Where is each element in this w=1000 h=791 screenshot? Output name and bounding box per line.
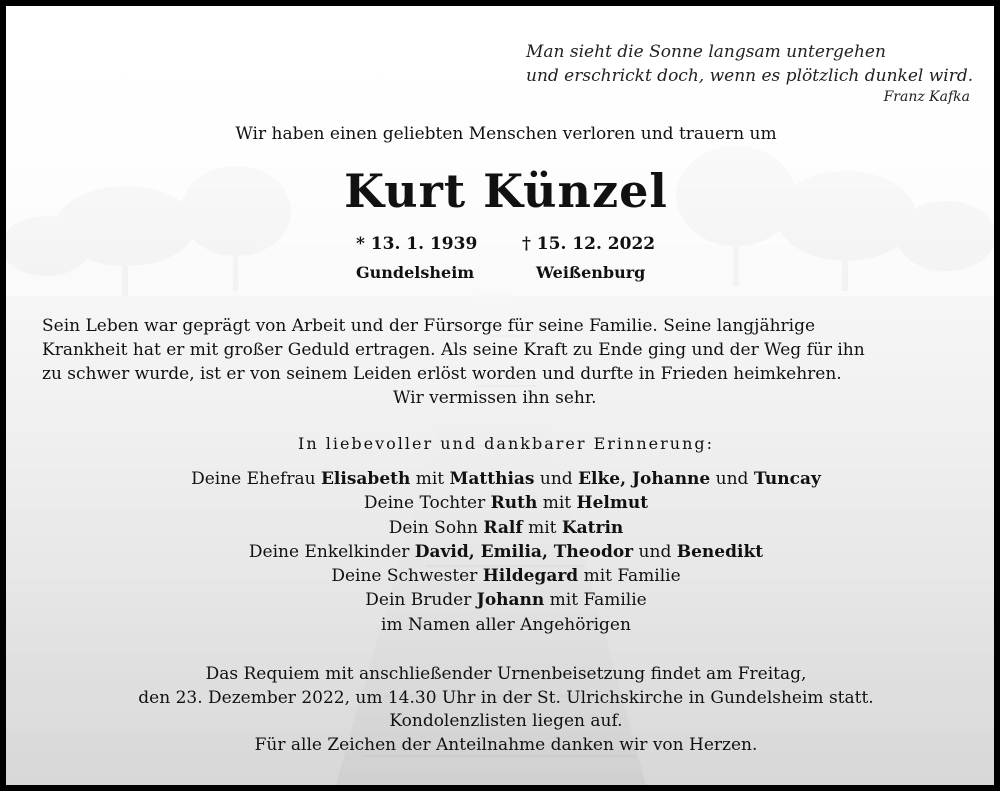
family-name: Johann <box>476 590 545 611</box>
life-text-line: Sein Leben war geprägt von Arbeit und der Fürsorge für seine Familie. Seine langjährige <box>42 316 816 336</box>
relation-label: Deine Ehefrau <box>191 469 316 489</box>
family-name: Elke, Johanne <box>578 469 711 489</box>
quote-author: Franz Kafka <box>883 89 970 105</box>
service-line: Das Requiem mit anschließender Urnenbeisetzung findet am Freitag, <box>205 664 807 684</box>
service-line: den 23. Dezember 2022, um 14.30 Uhr in der St. Ulrichskirche in Gundelsheim statt. <box>138 687 874 708</box>
family-name: Katrin <box>561 517 624 538</box>
connector: mit <box>415 469 445 489</box>
connector: und <box>539 469 573 489</box>
quote-line: und erschrickt doch, wenn es plötzlich dunkel wird. <box>526 66 974 86</box>
family-name: David, Emilia, Theodor <box>414 541 634 562</box>
kafka-quote <box>526 40 976 106</box>
memory-line: In liebevoller und dankbarer Erinnerung: <box>298 434 714 453</box>
family-name: Helmut <box>576 493 649 514</box>
family-line-sister <box>6 564 1000 588</box>
service-line: Für alle Zeichen der Anteilnahme danken wir von Herzen. <box>254 734 758 755</box>
service-line: Kondolenzlisten liegen auf. <box>389 711 623 731</box>
life-text-closing: Wir vermissen ihn sehr. <box>393 388 597 408</box>
connector: mit Familie <box>583 566 681 587</box>
relation-label: Deine Tochter <box>363 493 486 514</box>
relation-label: Deine Schwester <box>331 566 478 587</box>
family-name: Hildegard <box>482 566 579 587</box>
intro-text: Wir haben einen geliebten Menschen verloren und trauern um <box>235 124 777 144</box>
family-name: Benedikt <box>676 541 764 562</box>
connector: und <box>638 541 672 562</box>
relation-label: Dein Bruder <box>365 590 472 611</box>
family-line-daughter <box>6 491 1000 515</box>
family-name: Matthias <box>449 469 535 489</box>
family-list <box>6 467 1000 637</box>
death-date: † 15. 12. 2022 <box>522 234 656 254</box>
connector: mit Familie <box>549 590 647 611</box>
connector: und <box>715 469 749 489</box>
death-place: Weißenburg <box>536 263 646 282</box>
deceased-name: Kurt Künzel <box>344 164 668 218</box>
connector: mit <box>528 517 557 538</box>
relation-label: Dein Sohn <box>388 517 478 538</box>
family-line-son <box>6 516 1000 540</box>
relation-label: Deine Enkelkinder <box>248 541 410 562</box>
life-text <box>42 314 982 410</box>
life-text-line: zu schwer wurde, ist er von seinem Leiden erlöst worden und durfte in Frieden heimkehren. <box>42 364 842 384</box>
family-line-wife <box>6 467 1000 491</box>
service-info <box>6 663 1000 757</box>
quote-line: Man sieht die Sonne langsam untergehen <box>526 42 886 62</box>
family-name: Tuncay <box>753 469 821 489</box>
connector: mit <box>542 493 572 514</box>
family-line-all: im Namen aller Angehörigen <box>381 614 631 635</box>
family-line-grandchildren <box>6 540 1000 564</box>
birth-date: * 13. 1. 1939 <box>356 234 478 254</box>
family-name: Ruth <box>490 493 538 514</box>
family-name: Ralf <box>483 517 523 538</box>
family-name: Elisabeth <box>320 469 411 489</box>
family-line-brother <box>6 588 1000 612</box>
birth-place: Gundelsheim <box>356 263 475 282</box>
life-text-line: Krankheit hat er mit großer Geduld ertragen. Als seine Kraft zu Ende ging und der Weg für ihn <box>42 340 865 360</box>
